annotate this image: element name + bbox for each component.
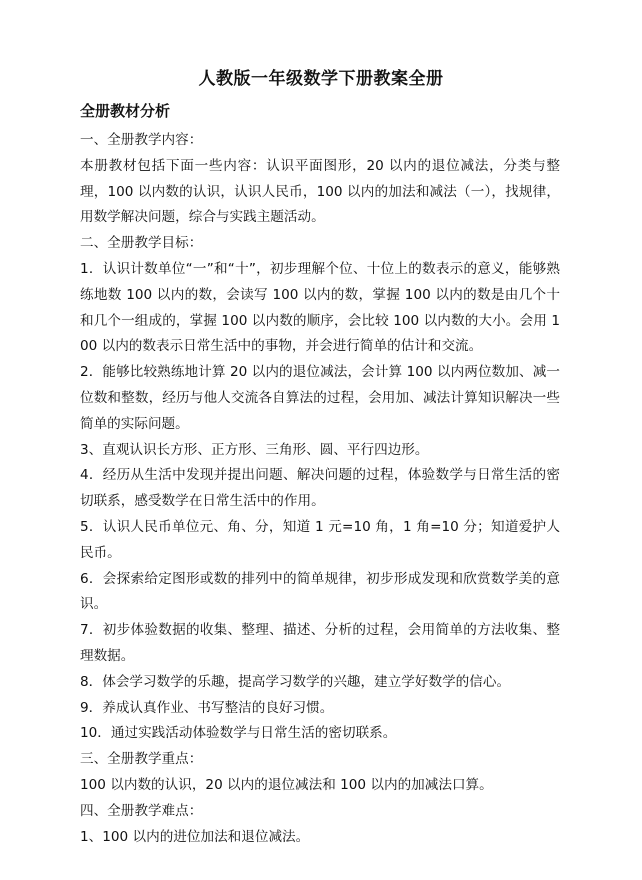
- goal-item-8: 8．体会学习数学的乐趣，提高学习数学的兴趣，建立学好数学的信心。: [80, 673, 511, 690]
- section-heading-goals: 二、全册教学目标：: [80, 235, 203, 252]
- goal-item-7: 7．初步体验数据的收集、整理、描述、分析的过程，会用简单的方法收集、整理数据。: [80, 622, 560, 664]
- goal-item-2: 2．能够比较熟练地计算 20 以内的退位减法，会计算 100 以内两位数加、减一位数和整数，经历与他人交流各自算法的过程，会用加、减法计算知识解决一些简单的实际问题。: [80, 364, 560, 432]
- goal-item-4: 4．经历从生活中发现并提出问题、解决问题的过程，体验数学与日常生活的密切联系，感受数学在日常生活中的作用。: [80, 467, 560, 510]
- paragraph-key-points: 100 以内数的认识，20 以内的退位减法和 100 以内的加减法口算。: [80, 776, 493, 793]
- section-heading-difficulties: 四、全册教学难点：: [80, 802, 203, 819]
- section-heading-content: 一、全册教学内容：: [80, 132, 203, 148]
- goal-item-5: 5．认识人民币单位元、角、分，知道 1 元=10 角，1 角=10 分；知道爱护人民币。: [80, 518, 560, 561]
- goal-item-1: 1．认识计数单位“一”和“十”，初步理解个位、十位上的数表示的意义，能够熟练地数 100 以内的数，会读写 100 以内的数，掌握 100 以内的数是由几个十和几个一组成的，掌握 100 以内数的顺序，会比较 100 以内数的大小。会用 100 以内的数表示日常生活中的事物，并会进行简单的估计和交流。: [80, 260, 560, 355]
- goal-item-9: 9．养成认真作业、书写整洁的良好习惯。: [80, 699, 334, 716]
- difficulty-item-1: 1、100 以内的进位加法和退位减法。: [80, 828, 310, 845]
- goal-item-10: 10．通过实践活动体验数学与日常生活的密切联系。: [80, 725, 397, 742]
- paragraph-content: 本册教材包括下面一些内容：认识平面图形，20 以内的退位减法，分类与整理，100 以内数的认识，认识人民币，100 以内的加法和减法（一），找规律，用数学解决问题，综合与实践主题活动。: [80, 157, 560, 226]
- section-heading-key-points: 三、全册教学重点：: [80, 751, 203, 768]
- goal-item-3: 3、直观认识长方形、正方形、三角形、圆、平行四边形。: [80, 441, 429, 458]
- document-title: 人教版一年级数学下册教案全册: [198, 69, 444, 89]
- goal-item-6: 6．会探索给定图形或数的排列中的简单规律，初步形成发现和欣赏数学美的意识。: [80, 570, 560, 613]
- document-body: [80, 128, 560, 850]
- section-heading: 全册教材分析: [80, 102, 171, 120]
